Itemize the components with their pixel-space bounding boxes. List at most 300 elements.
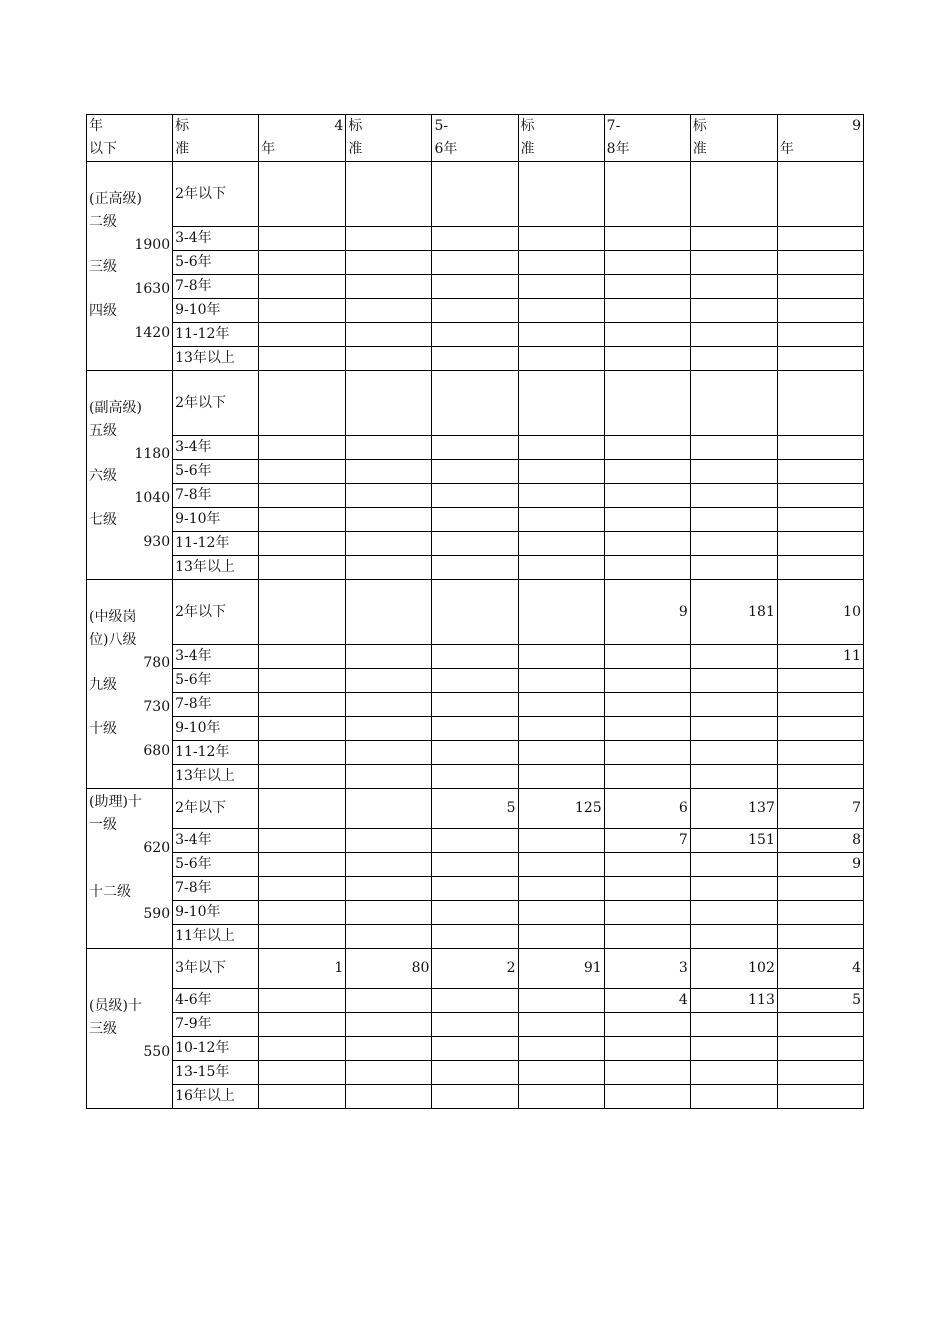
value-cell: [259, 853, 346, 877]
grade-salary-value: 1420: [134, 325, 171, 341]
value-cell: [259, 1061, 346, 1085]
value-cell: [346, 717, 432, 741]
value-cell: [518, 371, 604, 436]
value-cell: [518, 1013, 604, 1037]
table-row: [87, 741, 864, 765]
value-cell: [690, 693, 777, 717]
value-cell: [346, 508, 432, 532]
table-row: [87, 1037, 864, 1061]
value-cell: [259, 717, 346, 741]
value-cell: [690, 1037, 777, 1061]
value-cell: [690, 669, 777, 693]
years-label-cell: 2年以下: [173, 580, 259, 645]
header-cell-8: 标 准: [690, 115, 777, 162]
table-row: [87, 508, 864, 532]
grade-salary-value: 680: [143, 743, 171, 759]
value-cell: [777, 323, 863, 347]
value-cell: 8: [777, 829, 863, 853]
value-cell: [432, 717, 518, 741]
value-cell: [518, 580, 604, 645]
grade-title: 二级: [89, 214, 117, 230]
value-cell: [259, 162, 346, 227]
value-cell: [604, 693, 690, 717]
value-cell: [346, 741, 432, 765]
value-cell: [777, 669, 863, 693]
value-cell: 137: [690, 789, 777, 829]
table-row: [87, 1061, 864, 1085]
value-cell: [604, 925, 690, 949]
grade-label: 四级: [89, 303, 117, 319]
grade-label: [89, 925, 170, 947]
value-cell: [604, 1013, 690, 1037]
value-cell: [346, 669, 432, 693]
value-cell: [690, 1013, 777, 1037]
years-label-cell: 3年以下: [173, 949, 259, 989]
value-cell: 5: [432, 789, 518, 829]
value-cell: [432, 853, 518, 877]
value-cell: [432, 532, 518, 556]
years-label-cell: 3-4年: [173, 436, 259, 460]
grade-title: (副高级): [89, 400, 142, 416]
value-cell: [518, 275, 604, 299]
value-cell: [259, 460, 346, 484]
grade-title: 五级: [89, 423, 117, 439]
value-cell: [432, 1013, 518, 1037]
value-cell: [518, 765, 604, 789]
value-cell: 7: [777, 789, 863, 829]
value-cell: [259, 275, 346, 299]
value-cell: [604, 275, 690, 299]
value-cell: [346, 853, 432, 877]
years-label-cell: 3-4年: [173, 227, 259, 251]
value-cell: [432, 1037, 518, 1061]
value-cell: [690, 484, 777, 508]
value-cell: [432, 877, 518, 901]
value-cell: [259, 741, 346, 765]
value-cell: [518, 532, 604, 556]
table-row: [87, 347, 864, 371]
value-cell: [259, 371, 346, 436]
value-cell: [432, 925, 518, 949]
header-cell-1: 年 以下: [87, 115, 173, 162]
years-label-cell: 7-9年: [173, 1013, 259, 1037]
value-cell: [346, 275, 432, 299]
grade-group-cell: [87, 162, 173, 371]
table-row: [87, 949, 864, 989]
value-cell: [259, 989, 346, 1013]
years-label-cell: 13年以上: [173, 347, 259, 371]
years-label-cell: 9-10年: [173, 299, 259, 323]
value-cell: [432, 251, 518, 275]
value-cell: [432, 556, 518, 580]
value-cell: [432, 436, 518, 460]
value-cell: [518, 1037, 604, 1061]
table-row: [87, 532, 864, 556]
table-row: [87, 460, 864, 484]
value-cell: [432, 901, 518, 925]
value-cell: [777, 1085, 863, 1109]
value-cell: [777, 925, 863, 949]
value-cell: [777, 347, 863, 371]
years-label-cell: 3-4年: [173, 645, 259, 669]
value-cell: [346, 251, 432, 275]
years-label-cell: 11年以上: [173, 925, 259, 949]
value-cell: [690, 299, 777, 323]
header-cell-7: 7- 8年: [604, 115, 690, 162]
value-cell: [259, 580, 346, 645]
value-cell: [690, 436, 777, 460]
value-cell: [346, 765, 432, 789]
years-label-cell: 4-6年: [173, 989, 259, 1013]
grade-title: (正高级): [89, 191, 142, 207]
value-cell: [690, 901, 777, 925]
value-cell: [259, 299, 346, 323]
value-cell: [432, 580, 518, 645]
value-cell: [690, 765, 777, 789]
grade-salary-value: 730: [143, 699, 171, 715]
value-cell: [518, 508, 604, 532]
grade-label: 六级: [89, 468, 117, 484]
table-row: [87, 789, 864, 829]
value-cell: [259, 251, 346, 275]
value-cell: [518, 1061, 604, 1085]
value-cell: [518, 251, 604, 275]
value-cell: [518, 989, 604, 1013]
value-cell: [518, 436, 604, 460]
years-label-cell: 16年以上: [173, 1085, 259, 1109]
table-row: [87, 323, 864, 347]
value-cell: [346, 789, 432, 829]
value-cell: 5: [777, 989, 863, 1013]
value-cell: [518, 162, 604, 227]
value-cell: [777, 484, 863, 508]
years-label-cell: 5-6年: [173, 251, 259, 275]
value-cell: [604, 853, 690, 877]
value-cell: [518, 877, 604, 901]
value-cell: [690, 853, 777, 877]
years-label-cell: 7-8年: [173, 275, 259, 299]
grade-salary-value: 1180: [134, 446, 171, 462]
value-cell: [777, 508, 863, 532]
value-cell: [518, 556, 604, 580]
header-cell-5: 5- 6年: [432, 115, 518, 162]
value-cell: [346, 162, 432, 227]
table-row: [87, 371, 864, 436]
value-cell: [604, 227, 690, 251]
value-cell: [690, 532, 777, 556]
value-cell: [346, 1085, 432, 1109]
value-cell: [346, 227, 432, 251]
value-cell: [690, 556, 777, 580]
value-cell: [777, 877, 863, 901]
grade-group-cell: [87, 580, 173, 789]
value-cell: [432, 460, 518, 484]
value-cell: [432, 1061, 518, 1085]
value-cell: [346, 989, 432, 1013]
value-cell: [690, 717, 777, 741]
value-cell: [604, 460, 690, 484]
value-cell: [432, 371, 518, 436]
grade-salary-value: 550: [143, 1043, 171, 1060]
value-cell: [346, 1037, 432, 1061]
value-cell: [518, 669, 604, 693]
value-cell: [604, 251, 690, 275]
value-cell: [604, 741, 690, 765]
value-cell: 6: [604, 789, 690, 829]
value-cell: [259, 669, 346, 693]
value-cell: [604, 901, 690, 925]
table-row: [87, 251, 864, 275]
grade-salary-value: 590: [143, 905, 171, 922]
table-row: [87, 853, 864, 877]
value-cell: [259, 323, 346, 347]
value-cell: [604, 371, 690, 436]
years-label-cell: 5-6年: [173, 853, 259, 877]
value-cell: 3: [604, 949, 690, 989]
table-row: [87, 227, 864, 251]
value-cell: [259, 347, 346, 371]
value-cell: [259, 765, 346, 789]
value-cell: [604, 1061, 690, 1085]
value-cell: [777, 717, 863, 741]
value-cell: [346, 532, 432, 556]
value-cell: [690, 1061, 777, 1085]
table-row: [87, 829, 864, 853]
value-cell: [432, 829, 518, 853]
value-cell: [432, 275, 518, 299]
value-cell: [604, 1037, 690, 1061]
table-row: [87, 877, 864, 901]
value-cell: 2: [432, 949, 518, 989]
years-label-cell: 13年以上: [173, 765, 259, 789]
value-cell: [604, 1085, 690, 1109]
value-cell: [259, 925, 346, 949]
years-label-cell: 5-6年: [173, 460, 259, 484]
value-cell: [518, 299, 604, 323]
value-cell: [690, 275, 777, 299]
value-cell: [346, 829, 432, 853]
value-cell: [604, 645, 690, 669]
value-cell: 102: [690, 949, 777, 989]
header-cell-2: 标 准: [173, 115, 259, 162]
value-cell: [259, 508, 346, 532]
value-cell: [690, 162, 777, 227]
header-cell-4: 标 准: [346, 115, 432, 162]
grade-label: [89, 859, 170, 881]
value-cell: [346, 1013, 432, 1037]
years-label-cell: 3-4年: [173, 829, 259, 853]
grade-label: 三级: [89, 259, 117, 275]
years-label-cell: 5-6年: [173, 669, 259, 693]
value-cell: [690, 877, 777, 901]
value-cell: [777, 1061, 863, 1085]
value-cell: 80: [346, 949, 432, 989]
years-label-cell: 10-12年: [173, 1037, 259, 1061]
value-cell: [690, 1085, 777, 1109]
table-row: [87, 275, 864, 299]
grade-salary-value: 930: [143, 534, 171, 550]
table-row: [87, 901, 864, 925]
value-cell: [346, 580, 432, 645]
value-cell: [432, 347, 518, 371]
value-cell: [259, 789, 346, 829]
value-cell: [346, 877, 432, 901]
value-cell: [690, 323, 777, 347]
value-cell: [518, 484, 604, 508]
value-cell: [518, 323, 604, 347]
value-cell: [259, 227, 346, 251]
value-cell: [777, 556, 863, 580]
value-cell: [432, 508, 518, 532]
value-cell: [777, 693, 863, 717]
grade-group-cell: [87, 949, 173, 1109]
grade-salary-value: 1900: [134, 237, 171, 253]
table-row: [87, 669, 864, 693]
years-label-cell: 7-8年: [173, 693, 259, 717]
value-cell: [432, 989, 518, 1013]
table-row: [87, 299, 864, 323]
value-cell: [777, 1037, 863, 1061]
header-row: [87, 115, 864, 162]
grade-label: 九级: [89, 677, 117, 693]
value-cell: [346, 1061, 432, 1085]
value-cell: [432, 227, 518, 251]
grade-title: (中级岗: [89, 609, 137, 625]
value-cell: [604, 877, 690, 901]
value-cell: [259, 532, 346, 556]
value-cell: [346, 371, 432, 436]
years-label-cell: 2年以下: [173, 371, 259, 436]
grade-group-cell: [87, 371, 173, 580]
value-cell: [604, 765, 690, 789]
value-cell: [518, 925, 604, 949]
grade-label: 十二级: [89, 883, 131, 900]
grade-label: 十级: [89, 721, 117, 737]
value-cell: [432, 162, 518, 227]
table-row: [87, 1013, 864, 1037]
years-label-cell: 7-8年: [173, 484, 259, 508]
years-label-cell: 11-12年: [173, 741, 259, 765]
years-label-cell: 11-12年: [173, 532, 259, 556]
header-cell-6: 标 准: [518, 115, 604, 162]
value-cell: [604, 532, 690, 556]
table-row: [87, 693, 864, 717]
value-cell: [432, 693, 518, 717]
grade-title: 三级: [89, 1020, 117, 1037]
value-cell: [346, 556, 432, 580]
value-cell: [346, 901, 432, 925]
years-label-cell: 11-12年: [173, 323, 259, 347]
value-cell: [518, 901, 604, 925]
value-cell: [259, 877, 346, 901]
value-cell: 1: [259, 949, 346, 989]
value-cell: [777, 227, 863, 251]
value-cell: 4: [604, 989, 690, 1013]
value-cell: [777, 1013, 863, 1037]
value-cell: [777, 162, 863, 227]
grade-salary-value: 1040: [134, 490, 171, 506]
years-label-cell: 9-10年: [173, 717, 259, 741]
value-cell: [432, 741, 518, 765]
value-cell: [518, 645, 604, 669]
value-cell: [432, 645, 518, 669]
value-cell: [346, 925, 432, 949]
value-cell: [346, 693, 432, 717]
value-cell: [777, 532, 863, 556]
value-cell: [432, 1085, 518, 1109]
value-cell: [518, 227, 604, 251]
value-cell: [604, 436, 690, 460]
salary-grade-table: [86, 114, 864, 1109]
value-cell: [259, 556, 346, 580]
years-label-cell: 7-8年: [173, 877, 259, 901]
years-label-cell: 2年以下: [173, 162, 259, 227]
value-cell: [432, 323, 518, 347]
grade-title: (助理)十: [89, 793, 142, 810]
grade-salary-value: 1630: [134, 281, 171, 297]
value-cell: [690, 645, 777, 669]
value-cell: [777, 901, 863, 925]
value-cell: [259, 645, 346, 669]
value-cell: [518, 460, 604, 484]
value-cell: [604, 556, 690, 580]
value-cell: [346, 299, 432, 323]
value-cell: [259, 901, 346, 925]
value-cell: [777, 299, 863, 323]
value-cell: [518, 693, 604, 717]
value-cell: [777, 251, 863, 275]
value-cell: [518, 717, 604, 741]
value-cell: [518, 853, 604, 877]
table-row: [87, 645, 864, 669]
value-cell: [432, 299, 518, 323]
table-row: [87, 717, 864, 741]
value-cell: [346, 460, 432, 484]
table-row: [87, 484, 864, 508]
value-cell: [346, 323, 432, 347]
value-cell: [518, 1085, 604, 1109]
grade-group-cell: [87, 789, 173, 949]
years-label-cell: 9-10年: [173, 901, 259, 925]
value-cell: [432, 484, 518, 508]
value-cell: [604, 162, 690, 227]
table-row: [87, 556, 864, 580]
years-label-cell: 13-15年: [173, 1061, 259, 1085]
table-row: [87, 925, 864, 949]
value-cell: [259, 829, 346, 853]
value-cell: 10: [777, 580, 863, 645]
value-cell: [259, 484, 346, 508]
value-cell: [346, 436, 432, 460]
value-cell: 9: [777, 853, 863, 877]
value-cell: [346, 484, 432, 508]
value-cell: [604, 508, 690, 532]
value-cell: [777, 275, 863, 299]
value-cell: [346, 347, 432, 371]
value-cell: [518, 347, 604, 371]
value-cell: 181: [690, 580, 777, 645]
header-cell-3: 4 年: [259, 115, 346, 162]
grade-salary-value: 780: [143, 655, 171, 671]
value-cell: 9: [604, 580, 690, 645]
value-cell: [690, 227, 777, 251]
table-row: [87, 162, 864, 227]
value-cell: 125: [518, 789, 604, 829]
value-cell: [690, 508, 777, 532]
years-label-cell: 2年以下: [173, 789, 259, 829]
value-cell: [518, 741, 604, 765]
value-cell: [690, 251, 777, 275]
